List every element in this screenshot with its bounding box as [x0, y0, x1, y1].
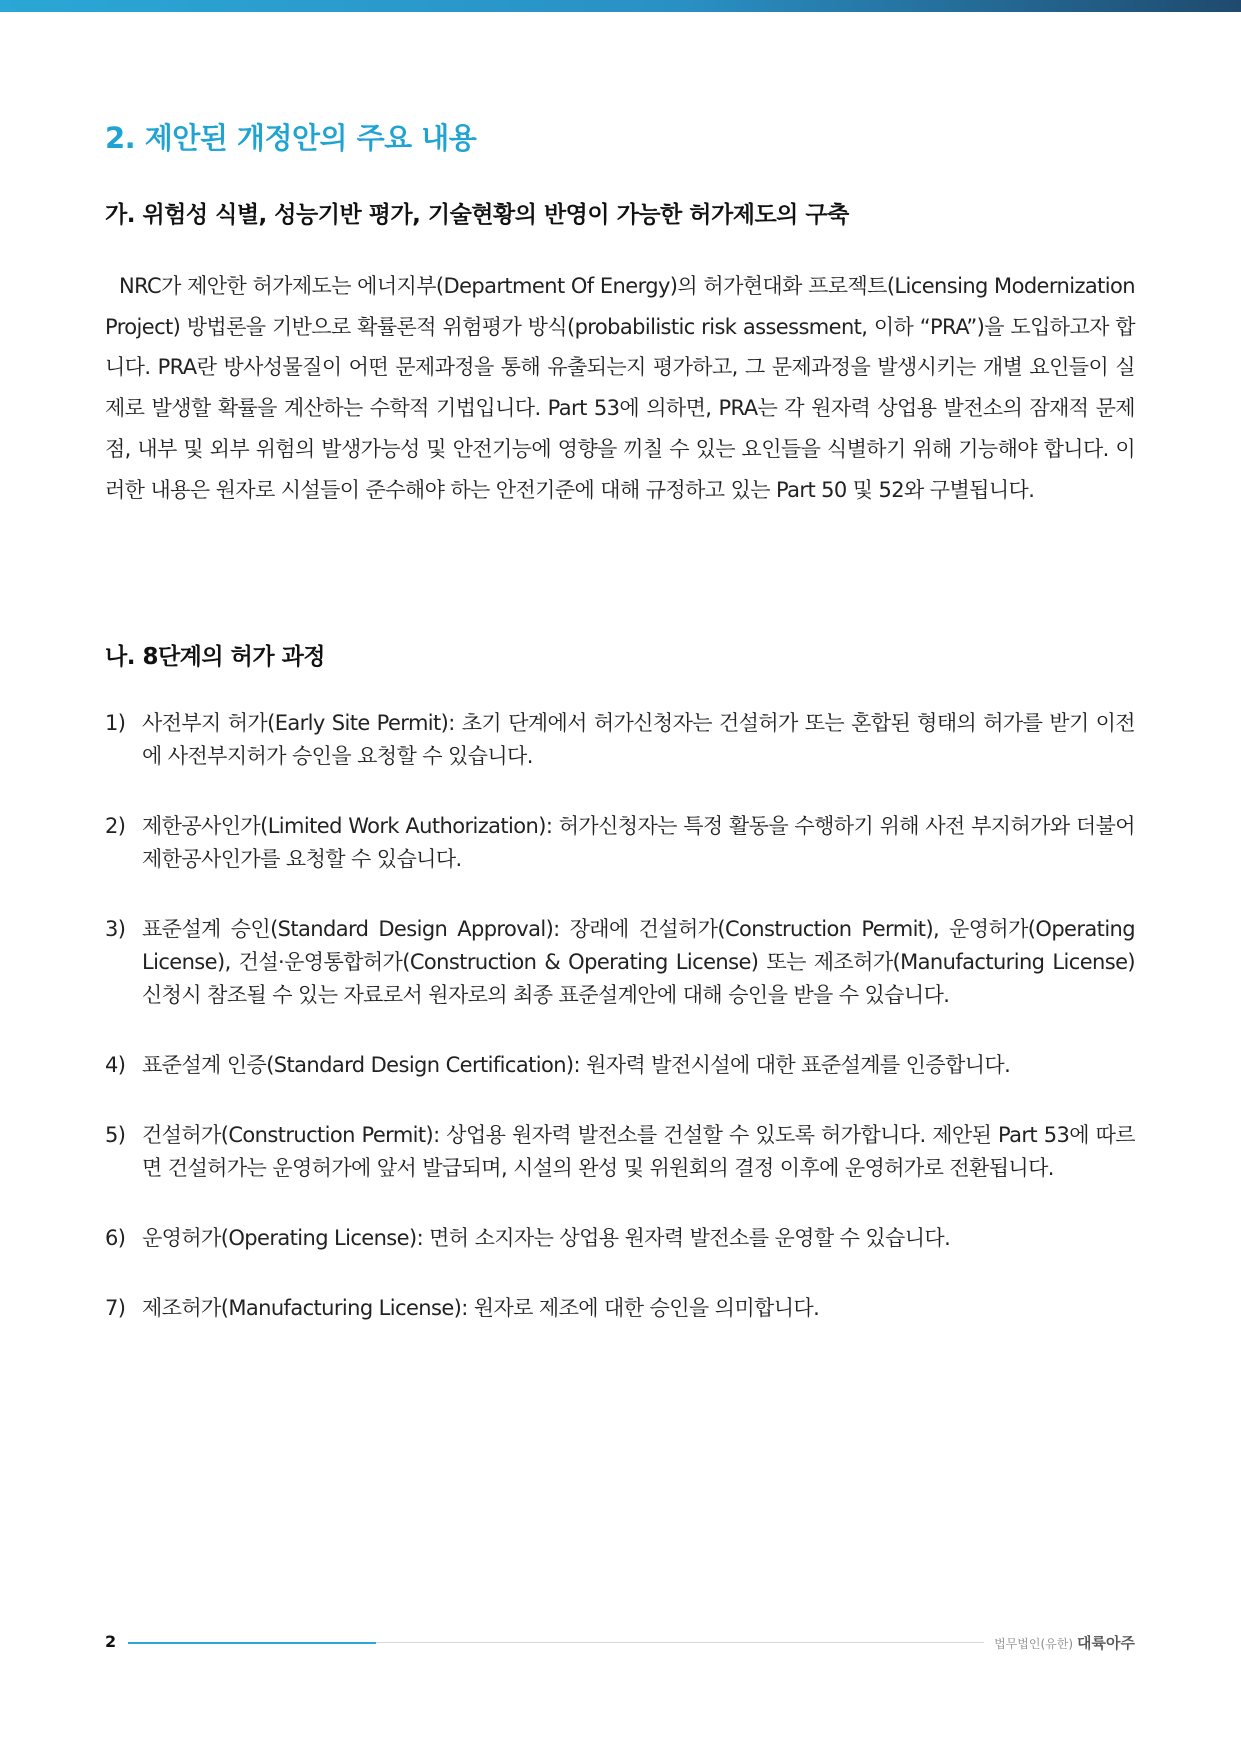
step-number: 3)	[105, 917, 126, 941]
top-accent-bar	[0, 0, 1241, 12]
footer-firm	[994, 1632, 1135, 1653]
step-text: 건설허가(Construction Permit): 상업용 원자력 발전소를 건설할 수 있도록 허가합니다. 제안된 Part 53에 따르면 건설허가는 운영허가에 앞서 발급되며, 시설의 완성 및 위원회의 결정 이후에 운영허가로 전환됩니다.	[142, 1123, 1135, 1180]
section-title: 2. 제안된 개정안의 주요 내용	[105, 121, 477, 155]
step-text: 운영허가(Operating License): 면허 소지자는 상업용 원자력 발전소를 운영할 수 있습니다.	[142, 1226, 951, 1250]
footer-accent-line	[128, 1642, 376, 1644]
list-item	[105, 1049, 1135, 1082]
licensing-steps-list	[105, 707, 1135, 1362]
step-text: 제한공사인가(Limited Work Authorization): 허가신청자는 특정 활동을 수행하기 위해 사전 부지허가와 더불어 제한공사인가를 요청할 수 있습니다.	[142, 814, 1135, 871]
firm-name: 대륙아주	[1077, 1634, 1135, 1652]
subsection-a-title: 가. 위험성 식별, 성능기반 평가, 기술현황의 반영이 가능한 허가제도의 구축	[105, 202, 849, 228]
step-text: 표준설계 인증(Standard Design Certification): 원자력 발전시설에 대한 표준설계를 인증합니다.	[142, 1053, 1011, 1077]
list-item	[105, 1292, 1135, 1325]
page-footer	[0, 1630, 1241, 1660]
footer-divider-line	[376, 1642, 984, 1643]
list-item	[105, 707, 1135, 773]
step-number: 5)	[105, 1123, 126, 1147]
subsection-a-paragraph: NRC가 제안한 허가제도는 에너지부(Department Of Energy)의 허가현대화 프로젝트(Licensing Modernization Project) 방법론을 기반으로 확률론적 위험평가 방식(probabilistic risk assessment, 이하 “PRA”)을 도입하고자 합니다. PRA란 방사성물질이 어떤 문제과정을 통해 유출되는지 평가하고, 그 문제과정을 발생시키는 개별 요인들이 실제로 발생할 확률을 계산하는 수학적 기법입니다. Part 53에 의하면, PRA는 각 원자력 상업용 발전소의 잠재적 문제점, 내부 및 외부 위험의 발생가능성 및 안전기능에 영향을 끼칠 수 있는 요인들을 식별하기 위해 기능해야 합니다. 이러한 내용은 원자로 시설들이 준수해야 하는 안전기준에 대해 규정하고 있는 Part 50 및 52와 구별됩니다.	[105, 274, 1135, 502]
firm-prefix: 법무법인(유한)	[994, 1637, 1074, 1651]
list-item	[105, 1119, 1135, 1185]
step-number: 4)	[105, 1053, 126, 1077]
step-text: 표준설계 승인(Standard Design Approval): 장래에 건설허가(Construction Permit), 운영허가(Operating License), 건설·운영통합허가(Construction & Operating License) 또는 제조허가(Manufacturing License) 신청시 참조될 수 있는 자료로서 원자로의 최종 표준설계안에 대해 승인을 받을 수 있습니다.	[142, 917, 1135, 1007]
step-text: 제조허가(Manufacturing License): 원자로 제조에 대한 승인을 의미합니다.	[142, 1296, 820, 1320]
subsection-b-title: 나. 8단계의 허가 과정	[105, 644, 326, 670]
list-item	[105, 1222, 1135, 1255]
step-number: 6)	[105, 1226, 126, 1250]
step-number: 1)	[105, 711, 126, 735]
step-number: 2)	[105, 814, 126, 838]
step-text: 사전부지 허가(Early Site Permit): 초기 단계에서 허가신청자는 건설허가 또는 혼합된 형태의 허가를 받기 이전에 사전부지허가 승인을 요청할 수 있습니다.	[142, 711, 1135, 768]
step-number: 7)	[105, 1296, 126, 1320]
list-item	[105, 810, 1135, 876]
list-item	[105, 913, 1135, 1012]
page-number: 2	[105, 1632, 117, 1651]
